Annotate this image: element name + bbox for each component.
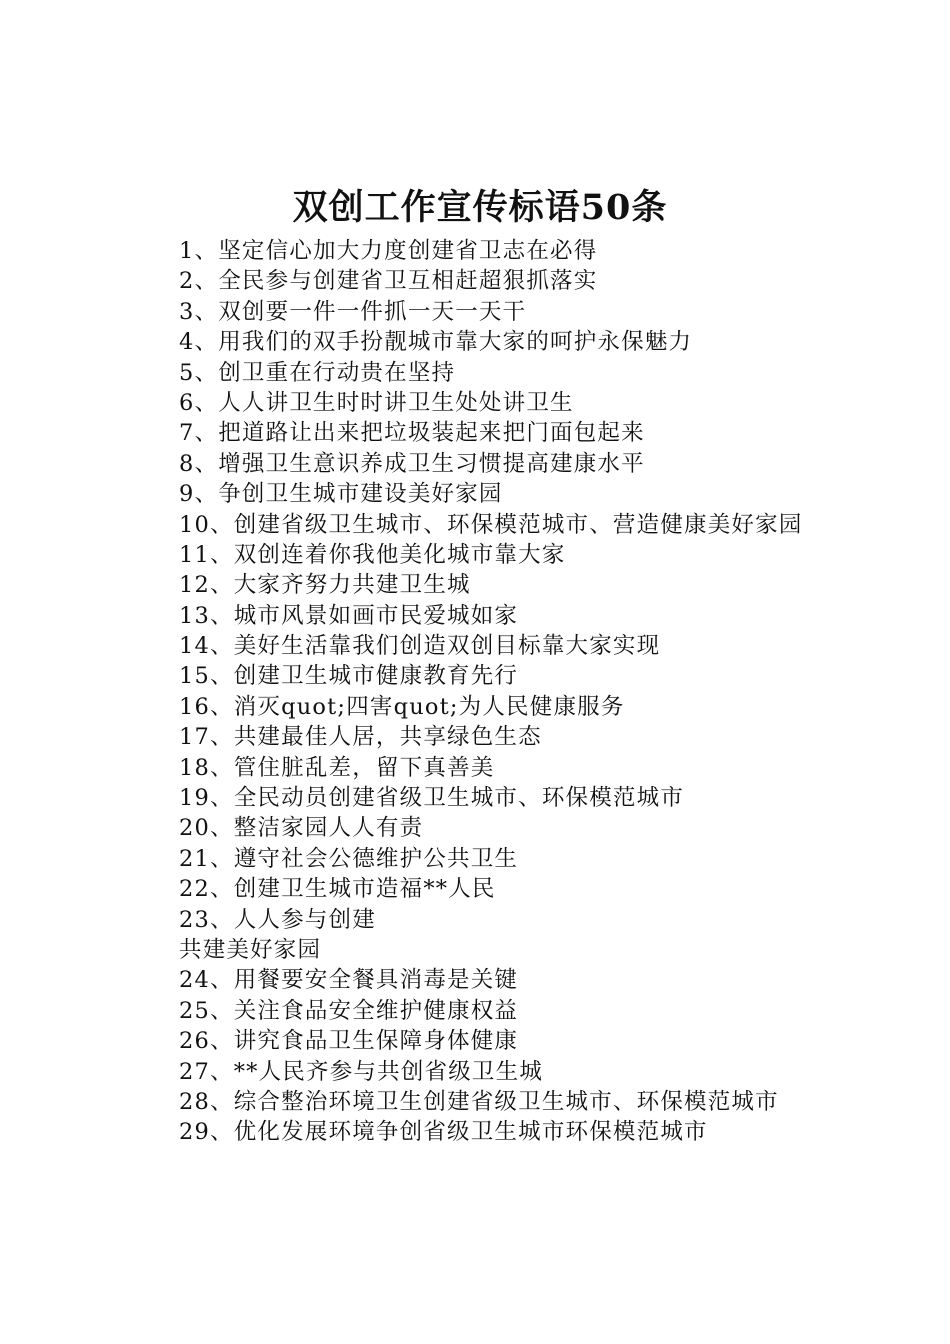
slogan-item: 19、全民动员创建省级卫生城市、环保模范城市 <box>179 785 685 812</box>
slogan-item: 10、创建省级卫生城市、环保模范城市、营造健康美好家园 <box>179 511 803 538</box>
slogan-item: 25、关注食品安全维护健康权益 <box>179 997 519 1024</box>
document-title: 双创工作宣传标语50条 <box>292 187 668 228</box>
slogan-item: 20、整洁家园人人有责 <box>179 815 424 842</box>
slogan-item: 8、增强卫生意识养成卫生习惯提高建康水平 <box>179 450 645 477</box>
slogan-item: 26、讲究食品卫生保障身体健康 <box>179 1028 519 1055</box>
slogan-item: 22、创建卫生城市造福**人民 <box>179 876 496 903</box>
slogan-item: 29、优化发展环境争创省级卫生城市环保模范城市 <box>179 1119 708 1146</box>
slogan-item: 6、人人讲卫生时时讲卫生处处讲卫生 <box>179 389 574 416</box>
slogan-item: 12、大家齐努力共建卫生城 <box>179 572 471 599</box>
slogan-item: 27、**人民齐参与共创省级卫生城 <box>179 1058 544 1085</box>
slogan-item: 1、坚定信心加大力度创建省卫志在必得 <box>179 238 598 264</box>
slogan-list <box>131 236 841 1148</box>
slogan-item: 7、把道路让出来把垃圾装起来把门面包起来 <box>179 420 645 447</box>
slogan-item: 21、遵守社会公德维护公共卫生 <box>179 845 519 872</box>
slogan-item: 18、管住脏乱差，留下真善美 <box>179 754 495 781</box>
slogan-item-continuation: 共建美好家园 <box>179 937 322 963</box>
slogan-item: 4、用我们的双手扮靓城市靠大家的呵护永保魅力 <box>179 329 693 356</box>
slogan-item: 14、美好生活靠我们创造双创目标靠大家实现 <box>179 633 661 660</box>
slogan-item: 5、创卫重在行动贵在坚持 <box>179 359 456 386</box>
slogan-item: 16、消灭quot;四害quot;为人民健康服务 <box>179 693 625 720</box>
slogan-item: 17、共建最佳人居，共享绿色生态 <box>179 724 542 751</box>
slogan-item: 11、双创连着你我他美化城市靠大家 <box>179 541 566 568</box>
slogan-item: 15、创建卫生城市健康教育先行 <box>179 663 519 690</box>
slogan-item: 2、全民参与创建省卫互相赶超狠抓落实 <box>179 268 598 295</box>
slogan-item: 23、人人参与创建 <box>179 906 376 933</box>
slogan-item: 9、争创卫生城市建设美好家园 <box>179 481 503 508</box>
slogan-item: 13、城市风景如画市民爱城如家 <box>179 602 519 629</box>
slogan-item: 28、综合整治环境卫生创建省级卫生城市、环保模范城市 <box>179 1088 779 1115</box>
slogan-item: 3、双创要一件一件抓一天一天干 <box>179 298 527 325</box>
slogan-item: 24、用餐要安全餐具消毒是关键 <box>179 967 519 994</box>
